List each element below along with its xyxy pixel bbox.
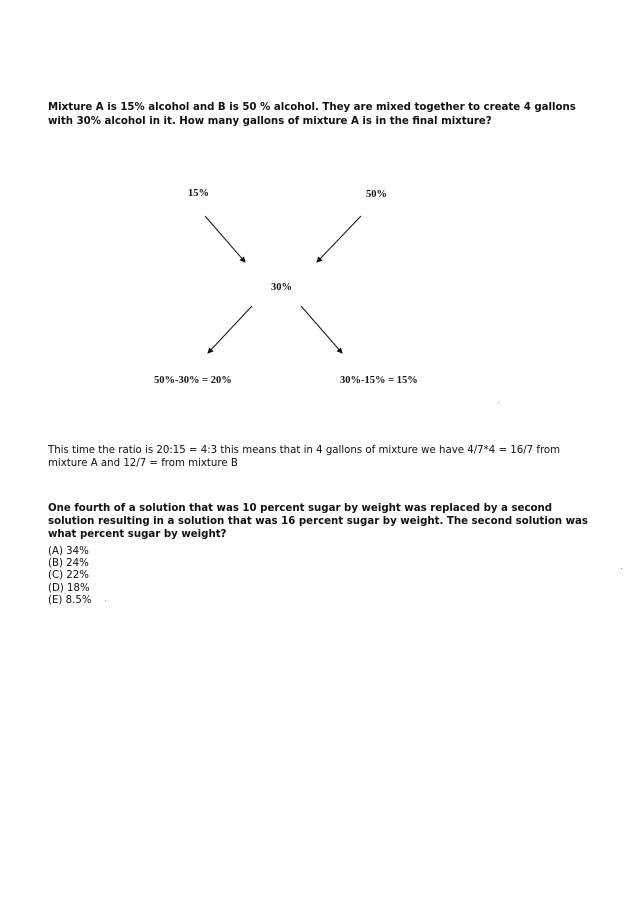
option-c: (C) 22% (48, 570, 89, 582)
question-1-text: Mixture A is 15% alcohol and B is 50 % alcohol. They are mixed together to create 4 gallons with 30% alcohol in it. How many gallons of mixture A is in the final mixture? (48, 102, 576, 127)
option-e: (E) 8.5% (48, 594, 92, 606)
scan-speck (498, 402, 499, 403)
arrow-bottom-right (301, 306, 342, 353)
arrow-top-right (317, 216, 361, 262)
option-a: (A) 34% (48, 546, 89, 557)
question-2-text: One fourth of a solution that was 10 percent sugar by weight was replaced by a second solution resulting in a solution that was 16 percent sugar by weight. The second solution was what percent sugar by weight? (48, 503, 588, 540)
mixture-cross-diagram (0, 0, 638, 440)
label-bottom-left: 50%-30% = 20% (154, 375, 232, 386)
option-b: (B) 24% (48, 558, 89, 570)
arrow-top-left (205, 216, 245, 262)
explanation-text: This time the ratio is 20:15 = 4:3 this means that in 4 gallons of mixture we have 4/7*4 = 16/7 from mixture A and 12/7 = from mixture B (48, 445, 561, 469)
arrow-bottom-left (208, 306, 252, 353)
answer-options (48, 546, 92, 607)
scan-speck (105, 600, 106, 601)
label-center: 30% (271, 282, 292, 293)
label-top-right: 50% (366, 189, 387, 200)
label-bottom-right: 30%-15% = 15% (340, 375, 418, 386)
option-d: (D) 18% (48, 582, 90, 594)
scan-speck (621, 568, 622, 569)
label-top-left: 15% (188, 188, 209, 199)
